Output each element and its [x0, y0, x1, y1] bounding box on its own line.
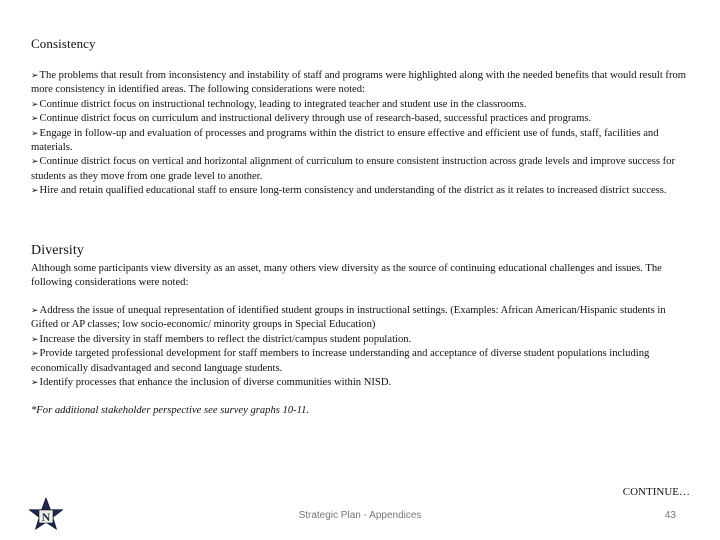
survey-footnote: *For additional stakeholder perspective see survey graphs 10-11.: [31, 405, 310, 416]
diversity-item: ➢Provide targeted professional development for staff members to increase understanding and acceptance of diverse student populations including economically disadvantaged and second language students.: [31, 348, 650, 374]
arrow-bullet-icon: ➢: [31, 378, 39, 389]
diversity-item: ➢Identify processes that enhance the inclusion of diverse communities within NISD.: [31, 377, 392, 389]
consistency-item: ➢Continue district focus on curriculum and instructional delivery through use of research-based, successful practices and programs.: [31, 113, 592, 125]
consistency-item: ➢The problems that result from inconsistency and instability of staff and programs were highlighted along with the needed benefits that would result from more consistency in identified areas. The following considerations were noted:: [31, 70, 687, 96]
arrow-bullet-icon: ➢: [31, 71, 39, 81]
diversity-item: ➢Increase the diversity in staff members to reflect the district/campus student population.: [31, 333, 412, 345]
consistency-item: ➢Continue district focus on instructional technology, leading to integrated teacher and student use in the classrooms.: [31, 98, 527, 110]
footer-title: Strategic Plan - Appendices: [298, 510, 422, 521]
consistency-item: ➢Engage in follow-up and evaluation of processes and programs within the district to ensure effective and efficient use of funds, staff, facilities and materials.: [31, 127, 659, 154]
diversity-heading: Diversity: [31, 243, 85, 258]
arrow-bullet-icon: ➢: [31, 99, 39, 110]
diversity-item: ➢Address the issue of unequal representation of identified student groups in instructional settings. (Examples: African American/Hispanic students in Gifted or AP classes; low socio-economic/ minority groups in Special Education): [31, 305, 666, 331]
consistency-list: [31, 69, 691, 199]
diversity-list: [31, 304, 691, 390]
consistency-item: ➢Hire and retain qualified educational staff to ensure long-term consistency and understanding of the district as it relates to increased district success.: [31, 185, 667, 197]
consistency-heading: Consistency: [31, 36, 96, 51]
continue-label: CONTINUE…: [622, 486, 690, 498]
arrow-bullet-icon: ➢: [31, 349, 39, 360]
arrow-bullet-icon: ➢: [31, 306, 39, 316]
diversity-intro: Although some participants view diversity as an asset, many others view diversity as the source of continuing educational challenges and issues. The following considerations were noted:: [31, 263, 662, 289]
consistency-item: ➢Continue district focus on vertical and horizontal alignment of curriculum to ensure consistent instruction across grade levels and improve success for students as they move from one grade level to another.: [31, 156, 675, 182]
arrow-bullet-icon: ➢: [31, 128, 39, 139]
page-number: 43: [664, 510, 676, 521]
arrow-bullet-icon: ➢: [31, 186, 39, 197]
logo-letter: N: [41, 510, 51, 524]
arrow-bullet-icon: ➢: [31, 157, 39, 168]
arrow-bullet-icon: ➢: [31, 114, 39, 125]
arrow-bullet-icon: ➢: [31, 334, 39, 345]
